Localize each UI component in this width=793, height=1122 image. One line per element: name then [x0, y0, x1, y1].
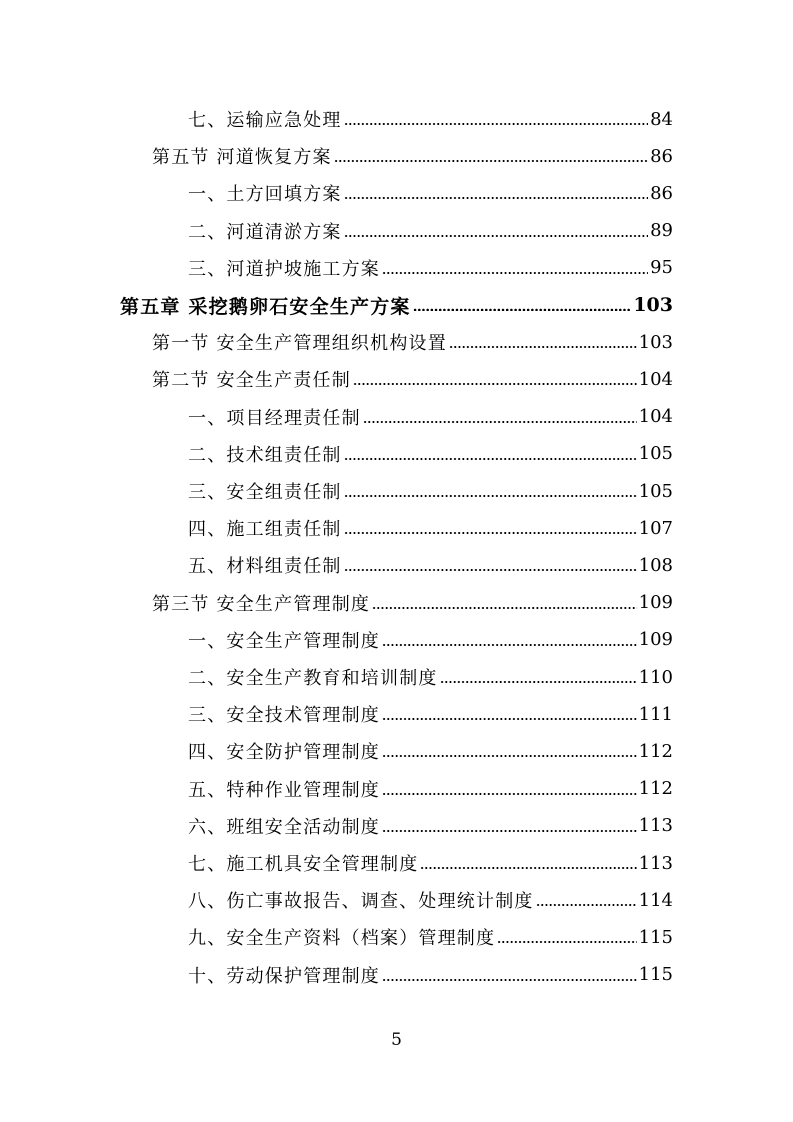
- dot-leader: [334, 150, 648, 162]
- toc-entry[interactable]: [188, 774, 673, 804]
- dot-leader: [449, 336, 637, 348]
- toc-entry-page: 104: [638, 368, 673, 390]
- toc-entry[interactable]: [152, 327, 673, 357]
- toc-entry-page: 84: [650, 108, 673, 130]
- toc-entry-title: 二、河道清淤方案: [188, 221, 342, 243]
- toc-entry-title: 一、项目经理责任制: [188, 407, 361, 429]
- dot-leader: [344, 559, 637, 571]
- toc-entry-title: 三、河道护坡施工方案: [188, 258, 380, 280]
- toc-entry[interactable]: [188, 699, 673, 729]
- toc-entry[interactable]: [188, 922, 673, 952]
- toc-entry[interactable]: [188, 253, 673, 283]
- toc-entry-page: 95: [650, 257, 673, 279]
- toc-entry-title: 十、劳动保护管理制度: [188, 965, 380, 987]
- dot-leader: [497, 931, 636, 943]
- toc-entry[interactable]: [152, 141, 673, 171]
- toc-entry-title: 第三节 安全生产管理制度: [152, 593, 371, 615]
- toc-entry[interactable]: [188, 885, 673, 915]
- dot-leader: [344, 522, 637, 534]
- toc-entry-title: 四、安全防护管理制度: [188, 742, 380, 764]
- dot-leader: [382, 820, 637, 832]
- toc-entry-title: 八、伤亡事故报告、调查、处理统计制度: [188, 891, 534, 913]
- toc-entry-page: 115: [638, 926, 673, 948]
- toc-entry[interactable]: [188, 662, 673, 692]
- toc-entry-page: 104: [638, 406, 673, 428]
- toc-entry-page: 105: [638, 480, 673, 502]
- dot-leader: [440, 671, 637, 683]
- dot-leader: [536, 894, 637, 906]
- dot-leader: [344, 448, 637, 460]
- toc-entry-title: 六、班组安全活动制度: [188, 816, 380, 838]
- toc-entry[interactable]: [188, 402, 673, 432]
- toc-entry-title: 五、材料组责任制: [188, 556, 342, 578]
- dot-leader: [344, 485, 637, 497]
- toc-entry-title: 第五章 采挖鹅卵石安全生产方案: [120, 295, 411, 318]
- dot-leader: [382, 262, 648, 274]
- toc-entry[interactable]: [188, 439, 673, 469]
- dot-leader: [382, 783, 637, 795]
- toc-entry-page: 103: [633, 294, 673, 316]
- toc-entry[interactable]: [188, 736, 673, 766]
- toc-entry-page: 111: [638, 703, 673, 725]
- toc-entry-title: 第一节 安全生产管理组织机构设置: [152, 333, 447, 355]
- toc-entry-page: 89: [650, 220, 673, 242]
- toc-entry-page: 113: [638, 815, 673, 837]
- toc-entry-page: 86: [650, 182, 673, 204]
- toc-entry[interactable]: [188, 848, 673, 878]
- toc-entry-title: 三、安全技术管理制度: [188, 705, 380, 727]
- toc-entry-title: 五、特种作业管理制度: [188, 779, 380, 801]
- dot-leader: [382, 634, 637, 646]
- dot-leader: [420, 857, 636, 869]
- toc-entry[interactable]: [188, 178, 673, 208]
- toc-entry[interactable]: [188, 625, 673, 655]
- toc-entry[interactable]: [152, 588, 673, 618]
- toc-entry[interactable]: [188, 550, 673, 580]
- toc-entry-title: 七、施工机具安全管理制度: [188, 854, 419, 875]
- dot-leader: [353, 373, 637, 385]
- dot-leader: [363, 411, 637, 423]
- toc-entry-title: 九、安全生产资料（档案）管理制度: [188, 928, 496, 950]
- dot-leader: [382, 745, 637, 757]
- toc-entry-title: 第五节 河道恢复方案: [152, 147, 332, 169]
- dot-leader: [344, 113, 648, 125]
- toc-entry-title: 第二节 安全生产责任制: [152, 370, 351, 392]
- page-number: 5: [391, 1030, 402, 1050]
- toc-entry-title: 七、运输应急处理: [188, 110, 342, 131]
- toc-entry-page: 115: [638, 964, 673, 986]
- toc-entry-title: 三、安全组责任制: [188, 482, 342, 503]
- toc-entry-page: 108: [638, 554, 673, 576]
- dot-leader: [382, 708, 637, 720]
- toc-entry-page: 109: [638, 592, 673, 614]
- toc-entry-page: 86: [650, 145, 673, 167]
- toc-entry-page: 107: [638, 517, 673, 539]
- toc-chapter-entry[interactable]: [120, 290, 673, 320]
- toc-entry-page: 103: [638, 331, 673, 353]
- toc-entry-page: 112: [638, 740, 673, 762]
- toc-entry-title: 一、土方回填方案: [188, 184, 342, 206]
- dot-leader: [372, 597, 637, 609]
- toc-entry-page: 109: [638, 629, 673, 651]
- dot-leader: [413, 299, 632, 311]
- toc-entry[interactable]: [188, 960, 673, 990]
- toc-entry[interactable]: [188, 476, 673, 506]
- toc-entry-title: 二、安全生产教育和培训制度: [188, 668, 438, 689]
- dot-leader: [344, 187, 648, 199]
- toc-entry[interactable]: [188, 811, 673, 841]
- toc-entry-title: 一、安全生产管理制度: [188, 630, 380, 652]
- toc-entry-page: 112: [638, 778, 673, 800]
- toc-entry[interactable]: [152, 364, 673, 394]
- dot-leader: [382, 969, 637, 981]
- toc-entry[interactable]: [188, 216, 673, 246]
- toc-entry-page: 105: [638, 443, 673, 465]
- toc-entry[interactable]: [188, 104, 673, 134]
- toc-entry-page: 110: [638, 666, 673, 688]
- toc-entry-title: 四、施工组责任制: [188, 519, 342, 541]
- toc-entry[interactable]: [188, 513, 673, 543]
- toc-entry-title: 二、技术组责任制: [188, 444, 342, 466]
- dot-leader: [344, 225, 648, 237]
- toc-entry-page: 113: [638, 852, 673, 874]
- toc-entry-page: 114: [638, 889, 673, 911]
